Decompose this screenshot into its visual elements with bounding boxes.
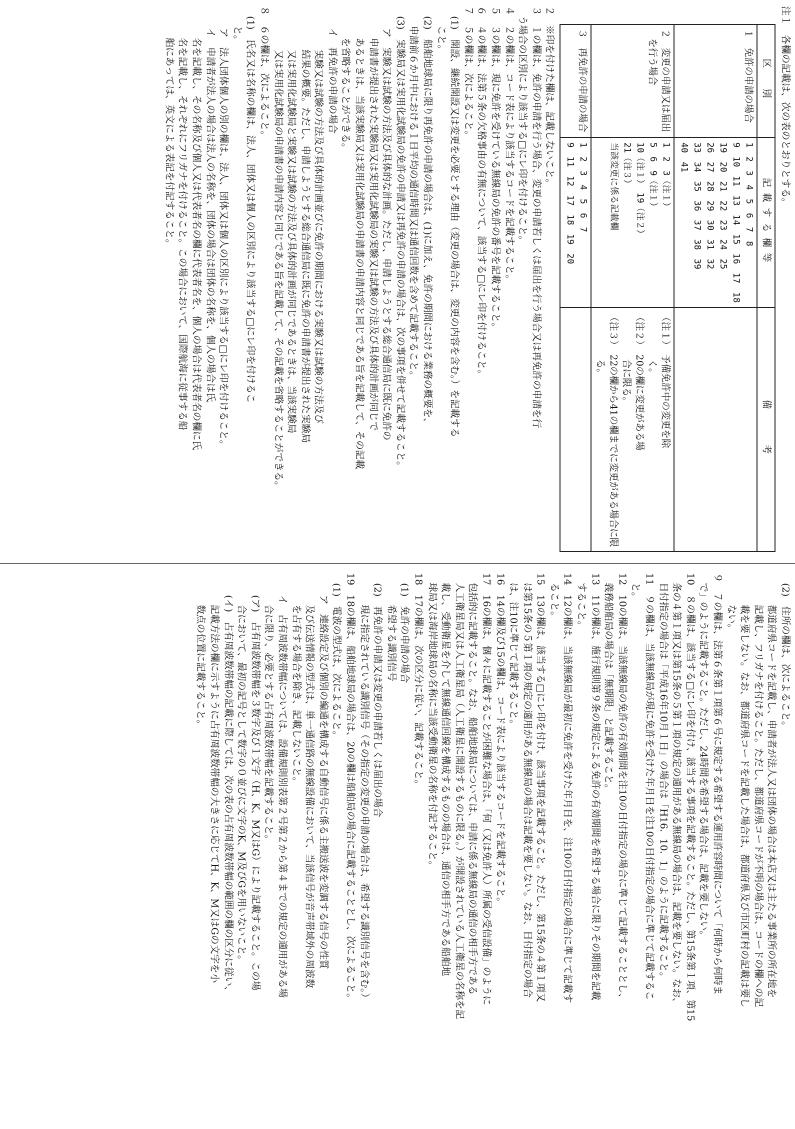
cell-line: 当該変更に係る記載欄 xyxy=(608,142,619,231)
kubun-cell xyxy=(560,25,591,138)
cell-line: 9 10 11 13 14 15 16 17 18 xyxy=(730,142,741,303)
cell-line: 5 6 9（注１） xyxy=(647,142,658,212)
kubun-cell xyxy=(674,25,757,138)
cell-line: 合に限る。 xyxy=(620,312,632,406)
note-line: ４ ２の欄は、コード表により該当するコードを記載すること。 xyxy=(502,6,514,285)
note-line: 又は実用化試験局と実験又は試験の方法及び具体的計画が同じであるときは、当該実験局 xyxy=(285,40,297,434)
note-line: ９ ７の欄は、法第６条第１項第６号に規定する希望する運用許容時間について「何時から何時ま xyxy=(711,572,723,995)
lower-rotated-content xyxy=(0,567,795,1129)
note-line: (イ) 占有周波数帯幅の記載に際しては、次の表の占有周波数帯幅の範囲の欄の区分に従い、 xyxy=(221,594,233,996)
biko-cell xyxy=(560,308,591,552)
fields-cell xyxy=(591,138,674,308)
note-line: 13 11の欄は、施行規則第９条の規定による免許の有効期間を希望する場合に限りその期間を記載 xyxy=(588,572,600,1000)
note-line: ない。 xyxy=(724,594,736,633)
note-line: 申請前６か月中における１日平均の通信時間又は通信回数を含めて記載すること。 xyxy=(407,16,419,381)
note-line: (1) 氏名又は名称の欄は、法人、団体又は個人の区別により該当する□にレ印を付けるこ xyxy=(244,16,256,404)
fields-cell xyxy=(674,138,757,308)
biko-cell xyxy=(591,308,674,552)
note-line: 現に指定されている識別信号（その指定の変更の申請の場合は、希望する識別信号を含む。） xyxy=(357,594,369,1003)
note-line: 18 17の欄は、次の区分に従い、記載すること。 xyxy=(411,572,423,789)
cell-line: 1 2 3 4 5 6 7 8 xyxy=(743,142,754,247)
note-line: 14 12の欄は、当該無線局が最初に免許を受けた年月日を、注10の日付指定の場合に準じて記載す xyxy=(561,572,573,1003)
entry-table xyxy=(559,24,775,552)
cell-line: く。 xyxy=(646,312,658,378)
upper-text-column xyxy=(3,6,791,556)
upper-rotated-content xyxy=(0,0,795,562)
cell-line: （注２） 20の欄に変更がある場 xyxy=(633,312,645,451)
note-line: 19 18の欄は、船舶地球局の場合は、20の欄は船舶局の場合に記載することとし、次によること。 xyxy=(344,572,355,1003)
note-line: う場合の区別により該当する□にレ印を付けること。 xyxy=(516,6,528,246)
note-line: 名を記載し、その名称及び個人又は代表者名の欄に代表者名を、個人の場合は代表者名の欄に氏 xyxy=(189,28,201,451)
table-row xyxy=(560,25,591,552)
cell-line: （注１） 予備免許中の変更を除 xyxy=(659,312,671,449)
note-line: 16 14の欄及び15の欄は、コード表により該当するコードを記載すること。 xyxy=(493,572,505,907)
note-line: 包括的に記載すること。なお、船舶地球局については、申請に係る無線局の通信の相手方である xyxy=(466,572,478,995)
note-line: 又は実用化試験局の申請書の申請内容と同じである旨を記載して、その記載を省略することができる。 xyxy=(271,40,283,491)
cell-line: 26 27 28 29 30 31 32 xyxy=(704,142,715,270)
note-line: 合において、最初の記号として数字の０並びに文字のK、M及びGを用いないこと。 xyxy=(235,594,247,965)
note-line: 10 ８の欄は、該当する□にレ印を付け、該当する事項を記載すること。ただし、第15条第１項、第15 xyxy=(683,572,695,1021)
note-line: 日付指定の場合は「平成16年10月１日」の場合は「H16．10．1」のように記載すること。 xyxy=(656,572,668,982)
note-line: は第15条の５第１項の規定の適用がある無線局の場合は記載を要しない。なお、日付指定の場合 xyxy=(520,572,532,998)
note-line: (2) 再免許の申請又は変更の申請若しくは届出の場合 xyxy=(371,582,383,817)
note-line: (2) 住所の欄は、次によること。 xyxy=(779,582,790,731)
note-line: ２ ※印を付けた欄は、記載しないこと。 xyxy=(543,6,555,189)
note-line: と。 xyxy=(230,16,242,45)
note-line: 記載し、フリガナを付けること。ただし、都道府県コードが不明の場合は、コードの欄への記 xyxy=(751,594,763,1007)
note-line: 及び伝送情報の型式は、単一通信路の無線設備において、当該信号が音声帯域外の周波数 xyxy=(303,594,315,988)
note-line: ３ １の欄は、免許の申請を行う場合、変更の申請若しくは届出を行う場合又は再免許の申請を行 xyxy=(529,6,541,429)
note-line: を省略することができる。 xyxy=(339,28,351,153)
note-line: あるときは、当該実験局又は実用化試験局の申請書の申請内容と同じである旨を記載して、その記載 xyxy=(353,28,365,470)
header-fields: 記載する欄等 xyxy=(757,138,775,308)
note-line: 数点の位置に記載すること。 xyxy=(194,594,206,729)
cell-line: ２ 変更の申請又は届出 xyxy=(659,29,671,133)
note-line: 12 10の欄は、当該無線局の免許の有効期間を注10の日付指定の場合に準じて記載することとし、 xyxy=(615,572,627,1003)
note-line: イ 申請者が法人の場合は法人の名称を、団体の場合は団体の名称を、個人の場合は氏 xyxy=(203,28,215,403)
note-line: 都道府県コードを記載し、申請者が法人又は団体の場合は本店又は主たる事業所の所在地を xyxy=(765,594,777,998)
note-line: 球局又は海岸地球局の名称に当該受動衛星の名称を付記すること。 xyxy=(425,572,437,870)
note-line: ア 連絡設定及び個別の編通を構成する自動信号に係る主搬送波を変調する信号の性質 xyxy=(316,594,328,969)
page-divider xyxy=(0,563,795,564)
cell-line: 1 2 3（注１） xyxy=(660,142,671,212)
cell-line: る。 xyxy=(594,312,606,378)
note-line: (1) 開設、継続開設又は変更を必要とする理由（変更の場合は、変更の内容を含む。）を記載する xyxy=(448,16,460,438)
cell-line: 19 20 21 22 23 24 25 xyxy=(717,142,728,270)
note-line: を占有する場合を除き、記載しないこと。 xyxy=(289,594,301,786)
note-line: ア 実験又は試験の方法及び具体的な計画。ただし、申請しようとする総合通信局に既に免許の xyxy=(380,28,392,441)
cell-line: 33 34 35 36 37 38 39 xyxy=(691,142,702,270)
note-line: 記載方法の欄に示すように占有周波数帯幅の大きさに応じてH、K、M又はGの文字を小 xyxy=(208,594,220,983)
header-kubun: 区 別 xyxy=(757,25,775,138)
lower-text-column xyxy=(3,573,791,1123)
table-body xyxy=(560,25,757,552)
note-line: で」のように記載すること。ただし、24時間を希望する場合は、記載を要しない。 xyxy=(697,572,709,940)
cell-line: 40 41 xyxy=(678,142,689,173)
lower-notes xyxy=(193,573,791,1123)
note-line: ７ ５の欄は、次によること。 xyxy=(461,6,473,141)
cell-line: 21（注３） xyxy=(621,142,632,189)
cell-line: を行う場合 xyxy=(646,29,658,86)
note-line: 名を記載し、それぞれにフリガナを付けること。この場合において、国際航海に従事する船 xyxy=(176,28,188,431)
upper-notes xyxy=(161,6,555,556)
note-line: 結果の概要。ただし、申請しようとする総合通信局に既に免許の申請書が提出された実験局 xyxy=(298,40,310,443)
table-header-row xyxy=(757,25,775,552)
note-line: 申請書が提出された実験局又は実用化試験局の実験又は試験の方法及び具体的計画が同じで xyxy=(366,28,378,431)
note-line: (1) 電波の型式は、次によること。 xyxy=(330,582,342,740)
note-line: ５ ３の欄は、現に免許を受けている無線局の免許の番号を記載すること。 xyxy=(489,6,501,333)
note-line: イ 占有周波数帯幅については、設備規則別表第２号第２から第４までの規定の適用がある場 xyxy=(276,594,288,998)
lower-half-page xyxy=(0,566,795,1129)
note-line: イ 再免許の申請の場合 xyxy=(325,28,337,134)
cell-line: 1 2 3 4 5 6 7 xyxy=(577,142,588,233)
header-biko: 備 考 xyxy=(757,308,775,552)
table-row xyxy=(674,25,757,552)
cell-line: １ 免許の申請の場合 xyxy=(742,29,754,123)
cell-line: 9 11 12 17 18 19 20 xyxy=(564,142,575,264)
kubun-cell xyxy=(591,25,674,138)
note-line: 15 13の欄は、該当する□にレ印を付け、該当事項を記載すること。ただし、第15条の４第１項又 xyxy=(534,572,546,1002)
note-line: ること。 xyxy=(547,572,559,621)
note-line: は、注10に準じて記載すること。 xyxy=(507,572,519,729)
note-line: 11 ９の欄は、当該無線局が現に免許を受けた年月日を注10の日付指定の場合に準じて記載するこ xyxy=(643,572,655,1000)
upper-half-page xyxy=(0,0,795,562)
note-line: 人工衛星局又は人工衛星局（人工衛星に開設するものに限る。）が開設されている人工衛星の名称を記 xyxy=(452,572,464,1019)
note-heading: 注１ 各欄の記載は、次の表のとおりとする。 xyxy=(779,6,790,208)
note-line: こと。 xyxy=(434,16,446,55)
note-line: ア 法人団体個人の別の欄は、法人、団体又は個人の区別により該当する□にレ印を付けること。 xyxy=(217,28,229,450)
note-line: 載し、受動衛星を介して無線通信回線を構成するものの場合は、通信の相手方である船舶地 xyxy=(439,572,451,976)
note-line: (1) 免許の申請の場合 xyxy=(398,582,410,683)
note-line: (3) 実験局又は実用化試験局の免許の申請又は再免許の申請の場合は、次の事項を併せて記載すること。 xyxy=(393,16,405,471)
note-line: ８ ６の欄は、次によること。 xyxy=(257,6,269,141)
table-row xyxy=(591,25,674,552)
note-line: すること。 xyxy=(575,572,587,631)
cell-line: （注３） 22の欄から41の欄までに変更がある場合に限 xyxy=(607,312,619,547)
note-line: 舶にあっては、英文による表記を付記すること。 xyxy=(162,28,174,249)
note-line: 合に限り、必要とする占有周波数帯幅を記載すること。 xyxy=(262,594,274,844)
note-line: 載を要しない。なお、都道府県コードを記載した場合は、都道府県及び市区町村の記載は要し xyxy=(738,594,750,1008)
note-line: (ア) 占有周波数帯幅を３数字及び１文字（H、K、M又はG）により記載すること。この場 xyxy=(248,594,260,990)
note-line: と。 xyxy=(629,572,641,602)
cell-line: ３ 再免許の申請の場合 xyxy=(576,29,588,133)
note-line: 実験又は試験の方法及び具体的計画並びに免許の期間における実験又は試験の方法及び xyxy=(312,40,324,424)
note-line: 義務船舶局の場合は「無期限」と記載すること。 xyxy=(602,572,614,794)
note-line: ６ ４の欄は、法第５条の欠格事由の有無について、該当する□にレ印を付けること。 xyxy=(475,6,487,380)
fields-cell xyxy=(560,138,591,308)
cell-line: 10（注１） 19（注２） xyxy=(634,142,645,239)
note-line: 17 16の欄は、個々に記載することが困難な場合は、「何（又は免許人）所属の受信設備」のように xyxy=(479,572,491,1005)
note-line: 希望する識別信号 xyxy=(384,594,396,681)
biko-cell xyxy=(674,308,757,552)
note-line: 条の４第１項又は第15条の５第１項の規定の適用がある無線局の場合は、記載を要しない。なお、 xyxy=(670,572,682,1007)
note-line: (2) 船舶地球局に限り再免許の申請の場合は、(1)に加え、免許の期間における業務の概要を、 xyxy=(421,16,433,428)
